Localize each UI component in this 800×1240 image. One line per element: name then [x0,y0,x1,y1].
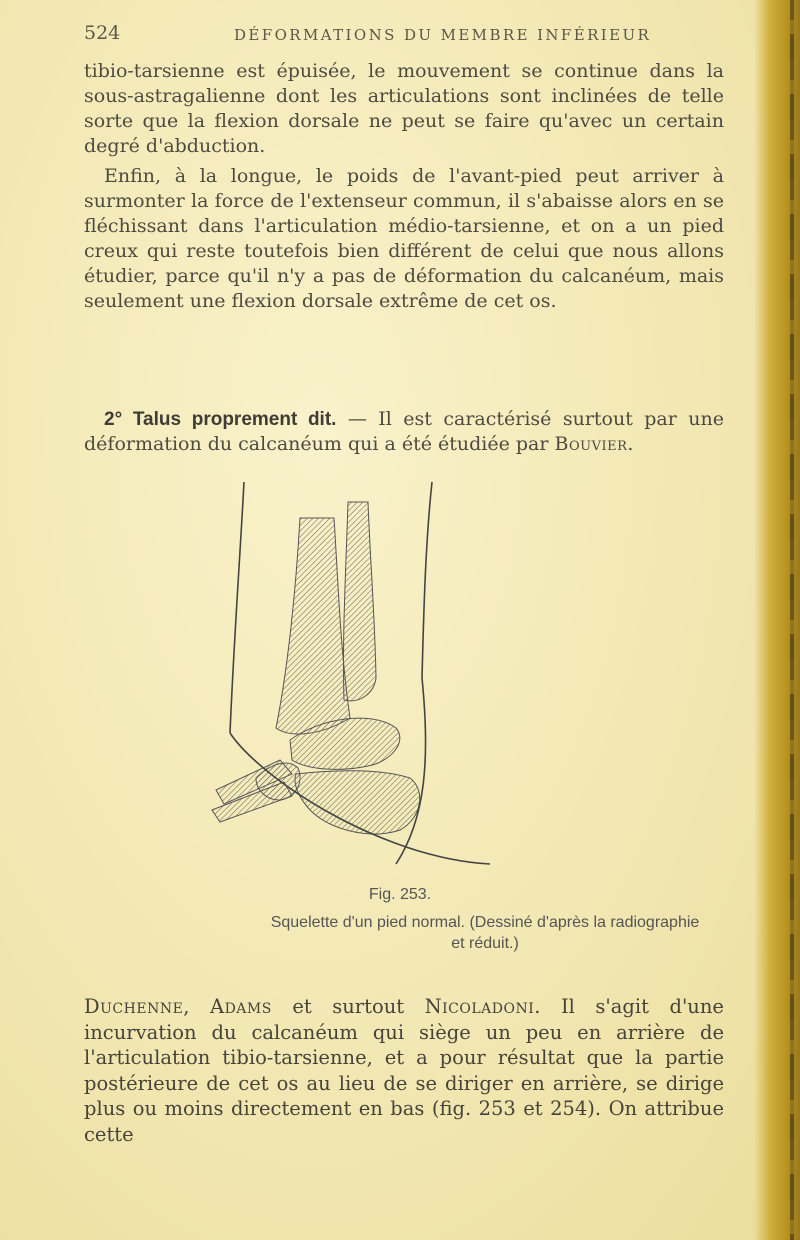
foot-skeleton-figure [200,478,620,878]
figure-number: Fig. 253. [368,886,432,903]
figure-caption [270,912,700,954]
heel-outline [396,678,426,864]
paragraph-1: tibio-tarsienne est épuisée, le mouvement se continue dans la sous-astragalienne dont les articulations sont inclinées de telle sorte que la flexion dorsale ne peut se faire qu'avec un certain degré d'abduction. [84,60,724,157]
author-duchenne: Duchenne [84,995,184,1018]
author-bouvier: Bouvier. [554,433,634,455]
tibia-outline [230,482,244,733]
paragraph-4 [84,994,724,1147]
caption-line-1: Squelette d'un pied normal. (Dessiné d'après la radiographie [270,914,700,931]
running-title: DÉFORMATIONS DU MEMBRE INFÉRIEUR [234,26,652,44]
paragraph-2: Enfin, à la longue, le poids de l'avant-pied peut arriver à surmonter la force de l'extenseur commun, il s'abaisse alors en se fléchissant dans l'articulation médio-tarsienne, et on a un pied creux qui reste toutefois bien différent de celui que nous allons étudier, parce qu'il n'y a pas de déformation du calcanéum, mais seulement une flexion dorsale extrême de cet os. [84,165,724,312]
paragraph-4-mid: et surtout [271,995,425,1018]
page-header [84,22,724,52]
paragraph-4-rest: . Il s'agit d'une incurvation du calcanéum qui siège un peu en arrière de l'articulation tibio-tarsienne, et a pour résultat que la partie postérieure de cet os au lieu de se diriger en arrière, se dirige plus ou moins directement en bas (fig. 253 et 254). On attribue cette [84,995,724,1146]
section-heading: 2° Talus proprement dit. [104,409,337,430]
tibia-bone [276,518,350,734]
section-text: — Il est caractérisé surtout par une déformation du calcanéum qui a été étudiée par [84,408,724,455]
fibula-outline [422,482,432,678]
foot-skeleton-drawing [200,478,620,878]
separator-1: , [183,995,210,1018]
caption-line-2: et réduit.) [451,935,519,952]
fibula-bone [343,502,376,701]
section-paragraph [84,407,724,457]
author-adams: Adams [210,995,272,1018]
page-number: 524 [84,22,121,44]
book-edge [754,0,800,1240]
calcaneum-bone [295,771,420,834]
author-nicoladoni: Nicoladoni [424,995,535,1018]
